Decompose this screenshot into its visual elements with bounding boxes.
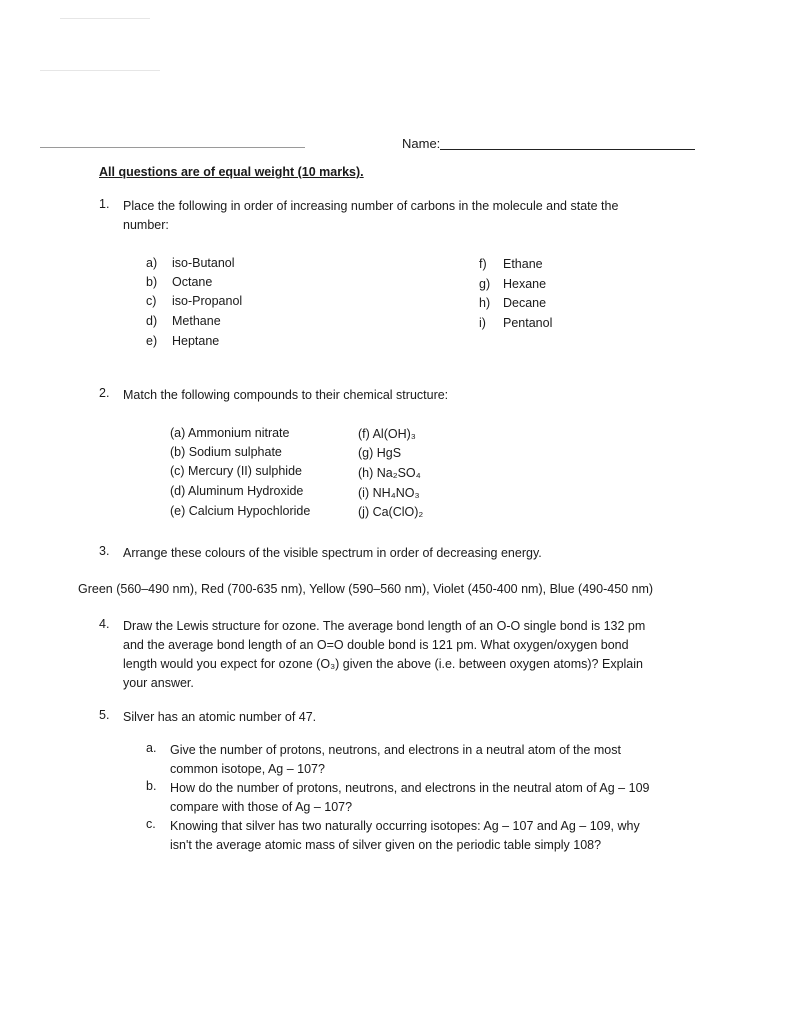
list-item: (g) HgS [358,446,402,460]
list-item: (i) NH₄NO₃ [358,486,420,500]
q2-number: 2. [99,386,110,400]
list-item: h) Decane [479,296,547,310]
q3-colours: Green (560–490 nm), Red (700-635 nm), Yellow (590–560 nm), Violet (450-400 nm), Blue (490-450 nm) [78,582,654,596]
q2-text: Match the following compounds to their chemical structure: [123,388,449,402]
list-item: f) Ethane [479,257,543,271]
list-item: (d) Aluminum Hydroxide [170,484,304,498]
left-header-line [40,147,305,148]
q5-part-label: b. [146,779,157,793]
list-item: (j) Ca(ClO)₂ [358,505,424,519]
q1-text [123,197,683,235]
list-item: i) Pentanol [479,316,553,330]
q5-part-text: Give the number of protons, neutrons, and electrons in a neutral atom of the most common isotope, Ag – 107? [170,743,621,776]
list-item: (b) Sodium sulphate [170,445,282,459]
list-item: (f) Al(OH)₃ [358,427,416,441]
list-item: (e) Calcium Hypochloride [170,504,311,518]
list-item: b) Octane [146,275,213,289]
instructions-heading: All questions are of equal weight (10 marks). [99,165,364,179]
q5-part-label: c. [146,817,156,831]
list-item: (h) Na₂SO₄ [358,466,421,480]
q5-part-text: How do the number of protons, neutrons, and electrons in the neutral atom of Ag – 109 compare with those of Ag – 107? [170,781,650,814]
q4-text [123,617,693,693]
list-item: e) Heptane [146,334,220,348]
list-item: c) iso-Propanol [146,294,243,308]
q3-text: Arrange these colours of the visible spectrum in order of decreasing energy. [123,546,542,560]
list-item: g) Hexane [479,277,547,291]
q4-line: your answer. [123,676,194,690]
list-item: d) Methane [146,314,221,328]
q5-text: Silver has an atomic number of 47. [123,710,317,724]
q5-part-label: a. [146,741,157,755]
scan-artifact [60,18,150,19]
q5-number: 5. [99,708,110,722]
list-item: (a) Ammonium nitrate [170,426,290,440]
q4-line: Draw the Lewis structure for ozone. The average bond length of an O-O single bond is 132 pm [123,619,646,633]
q1-text-line2: number: [123,218,169,232]
list-item: a) iso-Butanol [146,256,235,270]
q4-line: length would you expect for ozone (O₃) given the above (i.e. between oxygen atoms)? Explain [123,657,643,671]
q1-text-line1: Place the following in order of increasing number of carbons in the molecule and state the [123,199,619,213]
list-item: (c) Mercury (II) sulphide [170,464,302,478]
q4-line: and the average bond length of an O=O double bond is 121 pm. What oxygen/oxygen bond [123,638,629,652]
q5-part-text: Knowing that silver has two naturally occurring isotopes: Ag – 107 and Ag – 109, why isn't the average atomic mass of silver given on the periodic table simply 108? [170,819,640,852]
q3-number: 3. [99,544,110,558]
q1-number: 1. [99,197,110,211]
q4-number: 4. [99,617,110,631]
scan-artifact [40,70,160,71]
name-label: Name: [402,136,441,151]
name-field-line [440,149,695,150]
